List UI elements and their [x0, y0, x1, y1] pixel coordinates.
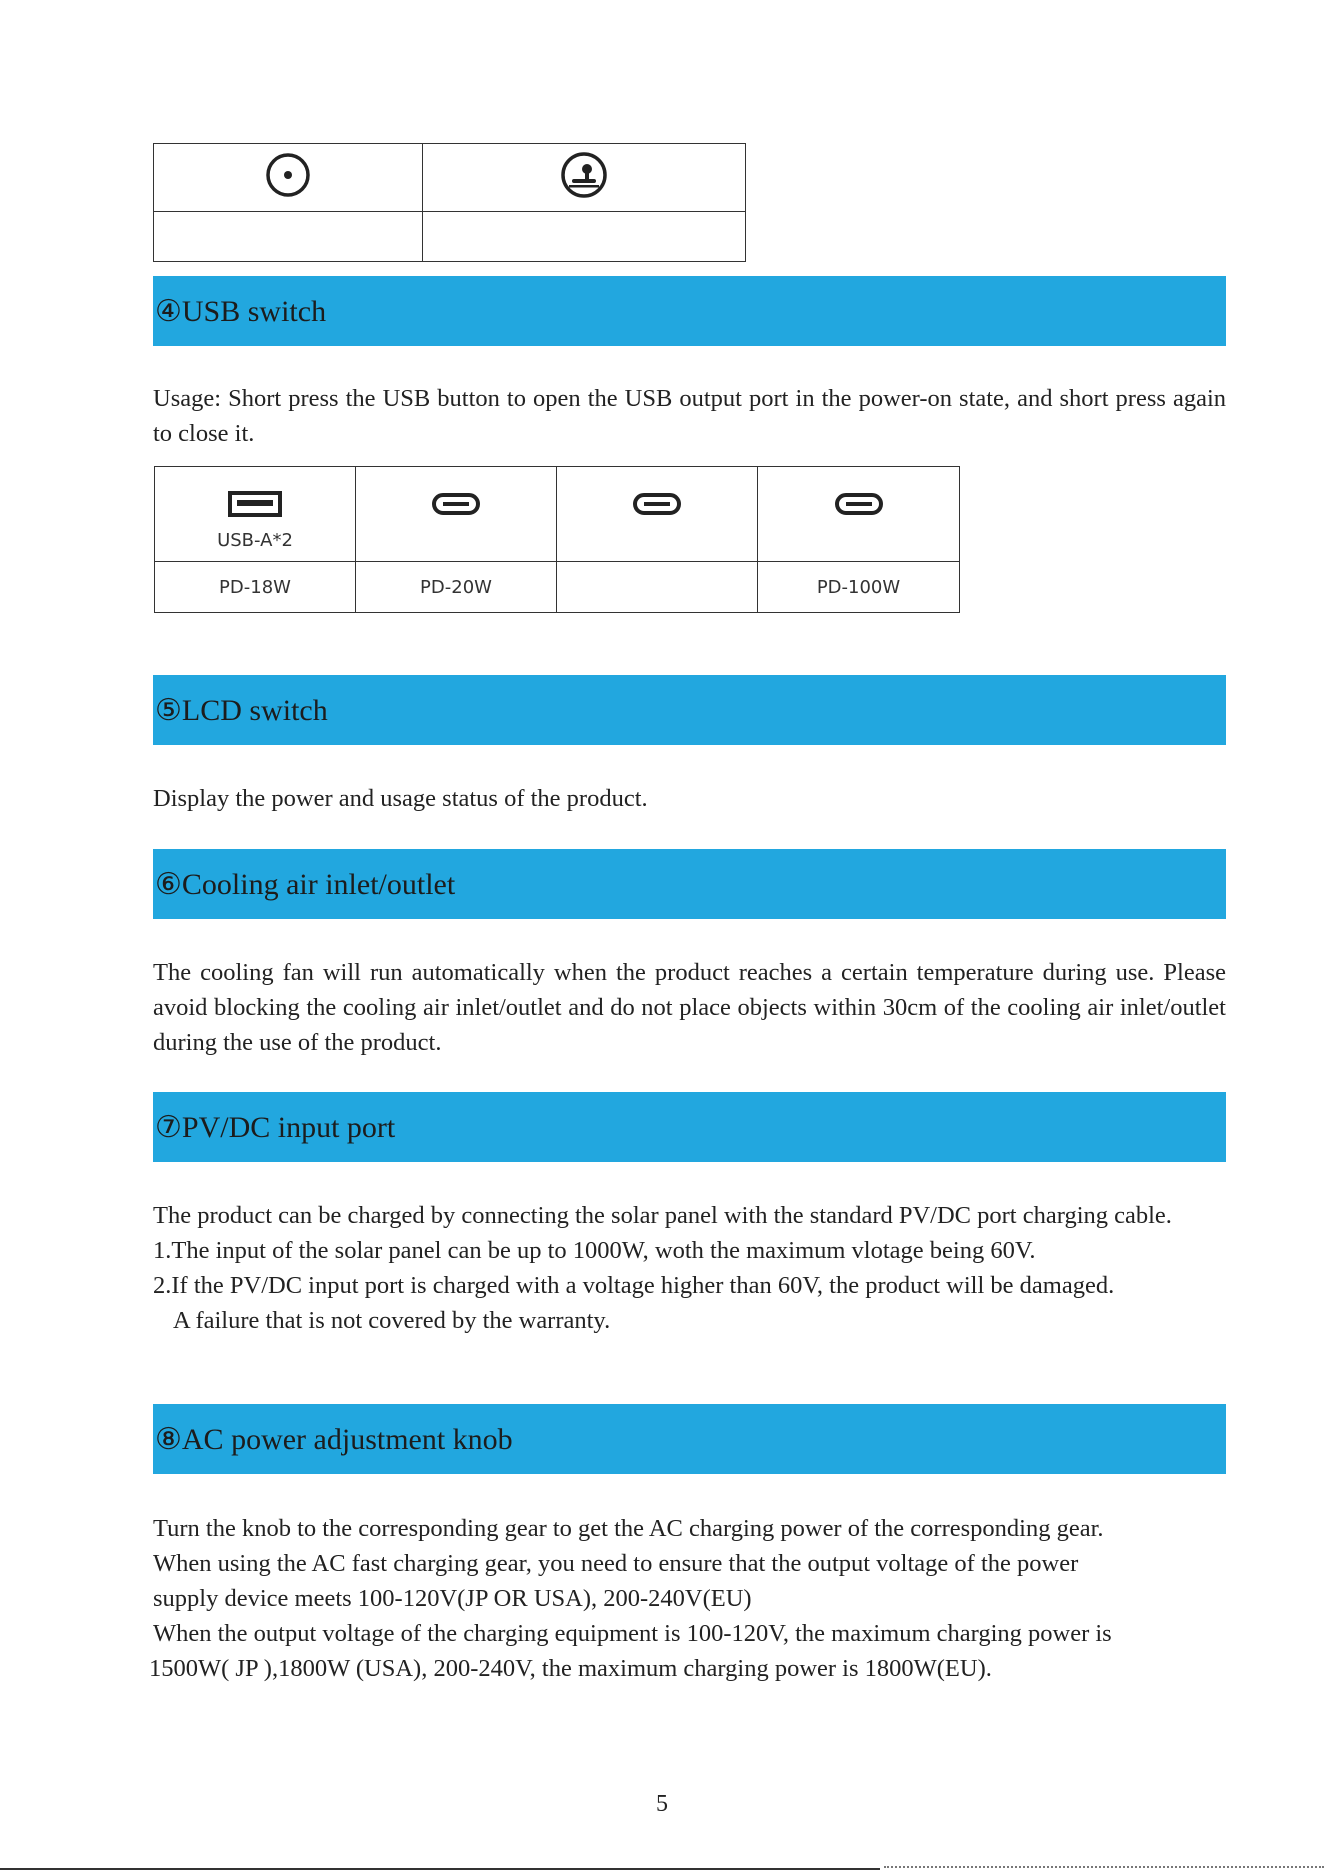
- car-socket-spec: [423, 212, 746, 262]
- ac-knob-line-2: When using the AC fast charging gear, you need to ensure that the output voltage of the power: [153, 1550, 1079, 1577]
- pvdc-item-2: 2.If the PV/DC input port is charged with a voltage higher than 60V, the product will be damaged.: [153, 1272, 1115, 1299]
- usb-switch-text: Usage: Short press the USB button to open the USB output port in the power-on state, and short press again to close it.: [153, 385, 1226, 447]
- usb-a-cell: [155, 467, 356, 562]
- dc-jack-cell: [154, 144, 423, 212]
- usb-port-power: PD-100W: [758, 562, 960, 613]
- lcd-switch-text: Display the power and usage status of the product.: [153, 785, 648, 812]
- ac-knob-heading: [153, 1404, 1226, 1474]
- cooling-text: The cooling fan will run automatically when the product reaches a certain temperature during use. Please avoid blocking the cooling air inlet/outlet and do not place objects within 30cm of the cooling air inlet/outlet during the use of the product.: [153, 959, 1226, 1056]
- usb-port-table: [154, 466, 960, 613]
- footer-dotted-rule: [884, 1866, 1324, 1871]
- pvdc-title: ⑦PV/DC input port: [155, 1110, 396, 1144]
- usb-port-power: PD-18W: [155, 562, 356, 613]
- dc-output-table: [153, 143, 746, 262]
- ac-knob-line-3: supply device meets 100-120V(JP OR USA), 200-240V(EU): [153, 1585, 752, 1612]
- footer-rule: [0, 1868, 880, 1870]
- ac-knob-title: ⑧AC power adjustment knob: [155, 1422, 513, 1456]
- usb-c-port-icon: [431, 492, 481, 516]
- cooling-heading: [153, 849, 1226, 919]
- ac-knob-line-4: When the output voltage of the charging equipment is 100-120V, the maximum charging power is: [153, 1620, 1112, 1647]
- page-number: 5: [656, 1791, 668, 1817]
- pvdc-item-2-continued: A failure that is not covered by the warranty.: [173, 1307, 611, 1334]
- cooling-title: ⑥Cooling air inlet/outlet: [155, 867, 456, 901]
- usb-c-cell-2: [557, 467, 758, 562]
- usb-c-port-icon: [632, 492, 682, 516]
- pvdc-intro: The product can be charged by connecting the solar panel with the standard PV/DC port charging cable.: [153, 1202, 1172, 1229]
- ac-knob-line-1: Turn the knob to the corresponding gear to get the AC charging power of the corresponding gear.: [153, 1515, 1104, 1542]
- pvdc-text-block: [153, 1198, 1226, 1338]
- usb-switch-title: ④USB switch: [155, 294, 327, 328]
- pvdc-item-1: 1.The input of the solar panel can be up to 1000W, woth the maximum vlotage being 60V.: [153, 1237, 1036, 1264]
- usb-port-power: [557, 562, 758, 613]
- car-socket-icon: [558, 150, 610, 200]
- usb-c-cell-1: [356, 467, 557, 562]
- usb-a-port-icon: [227, 490, 283, 518]
- usb-switch-heading: [153, 276, 1226, 346]
- usb-a-label: USB-A*2: [217, 529, 293, 551]
- lcd-switch-title: ⑤LCD switch: [155, 693, 328, 727]
- pvdc-heading: [153, 1092, 1226, 1162]
- dc-jack-spec: [154, 212, 423, 262]
- usb-c-port-icon: [834, 492, 884, 516]
- usb-c-cell-3: [758, 467, 960, 562]
- ac-knob-line-5: 1500W( JP ),1800W (USA), 200-240V, the maximum charging power is 1800W(EU).: [149, 1655, 992, 1682]
- usb-port-power: PD-20W: [356, 562, 557, 613]
- ac-knob-text-block: [149, 1511, 1226, 1686]
- car-socket-cell: [423, 144, 746, 212]
- dc-jack-circle-dot-icon: [264, 151, 312, 199]
- lcd-switch-heading: [153, 675, 1226, 745]
